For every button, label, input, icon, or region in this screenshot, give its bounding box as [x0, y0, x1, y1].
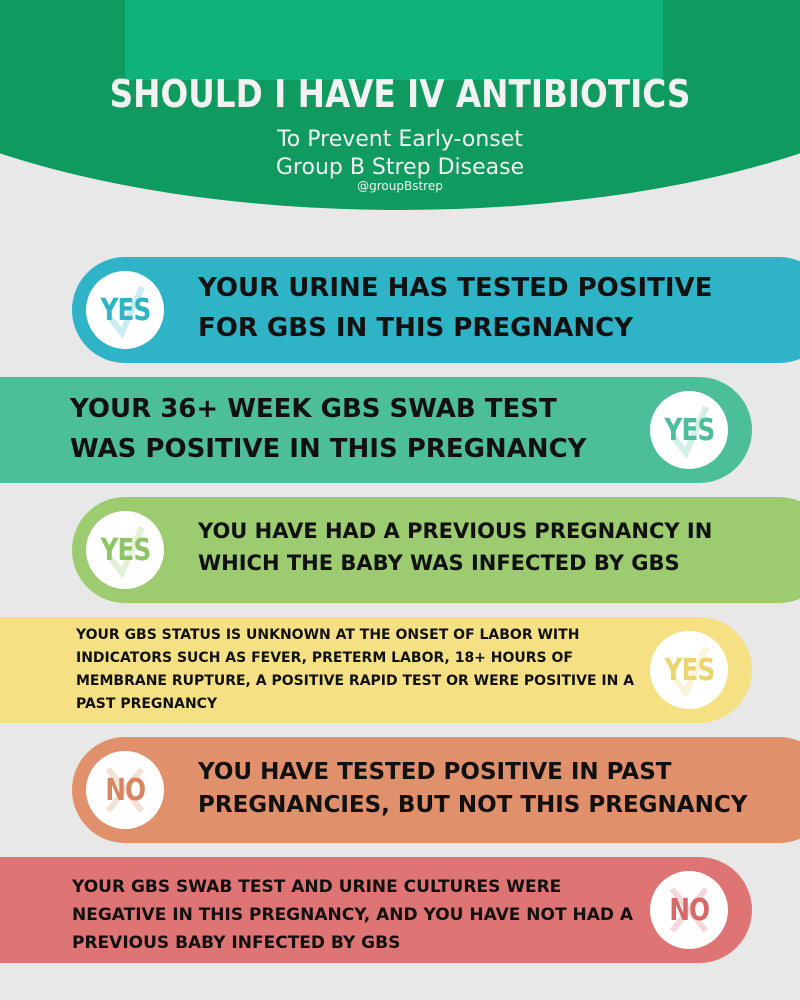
- social-handle: @groupBstrep: [357, 179, 443, 193]
- row-1-text: YOUR URINE HAS TESTED POSITIVE FOR GBS IN THIS PREGNANCY: [198, 273, 713, 343]
- subtitle-line-1: To Prevent Early-onset: [277, 127, 523, 152]
- row-6-text: YOUR GBS SWAB TEST AND URINE CULTURES WERE NEGATIVE IN THIS PREGNANCY, AND YOU HAVE NOT HAD A PREVIOUS BABY INFECTED BY GBS: [72, 877, 634, 953]
- row-4-badge: [650, 631, 728, 709]
- row-2-badge: [650, 391, 728, 469]
- row-4-text: YOUR GBS STATUS IS UNKNOWN AT THE ONSET OF LABOR WITH INDICATORS SUCH AS FEVER, PRETERM LABOR, 18+ HOURS OF MEMBRANE RUPTURE, A POSITIVE RAPID TEST OR WERE POSITIVE IN A PAST PREGNANCY: [76, 627, 635, 712]
- row-1-answer: YES: [100, 292, 150, 328]
- row-2-text: YOUR 36+ WEEK GBS SWAB TEST WAS POSITIVE IN THIS PREGNANCY: [70, 394, 587, 464]
- row-6-badge: [650, 871, 728, 949]
- row-3-text: YOU HAVE HAD A PREVIOUS PREGNANCY IN WHICH THE BABY WAS INFECTED BY GBS: [198, 519, 713, 575]
- header-tab: [125, 0, 663, 80]
- page-title: SHOULD I HAVE IV ANTIBIOTICS: [109, 72, 691, 116]
- row-5-badge: [86, 751, 164, 829]
- row-1-badge: [86, 271, 164, 349]
- row-4-answer: YES: [664, 652, 714, 688]
- subtitle-line-2: Group B Strep Disease: [275, 155, 525, 180]
- row-2-answer: YES: [664, 412, 714, 448]
- row-3-answer: YES: [100, 532, 150, 568]
- row-6-answer: NO: [669, 892, 709, 928]
- row-5-text: YOU HAVE TESTED POSITIVE IN PAST PREGNANCIES, BUT NOT THIS PREGNANCY: [198, 759, 748, 818]
- row-5-answer: NO: [105, 772, 145, 808]
- subtitle: [0, 126, 800, 182]
- row-3-badge: [86, 511, 164, 589]
